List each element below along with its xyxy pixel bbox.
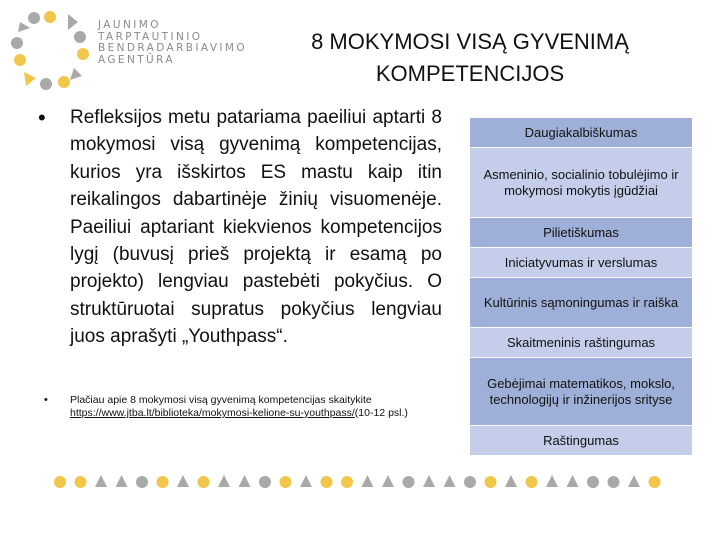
reference-note-text: Plačiau apie 8 mokymosi visą gyvenimą kompetencijas skaitykite xyxy=(70,394,372,406)
decor-dot xyxy=(649,476,661,488)
decor-triangle xyxy=(116,475,128,487)
decor-triangle xyxy=(505,475,517,487)
competency-item xyxy=(470,358,692,426)
competency-list xyxy=(470,118,692,456)
decor-triangle xyxy=(300,475,312,487)
decor-triangle xyxy=(218,475,230,487)
decor-triangle xyxy=(628,475,640,487)
competency-label: Asmeninio, socialinio tobulėjimo ir mokymosi mokytis įgūdžiai xyxy=(483,166,679,198)
slide-title-line2: KOMPETENCIJOS xyxy=(375,61,565,86)
decor-dot xyxy=(403,476,415,488)
decor-triangle xyxy=(423,475,435,487)
bullet-marker: • xyxy=(44,394,48,406)
logo-mark-icon xyxy=(11,11,89,90)
decor-dot xyxy=(321,476,333,488)
competency-item xyxy=(470,328,692,358)
agency-name-line: JAUNIMO xyxy=(98,19,161,31)
competency-item xyxy=(470,218,692,248)
competency-item xyxy=(470,118,692,148)
decor-triangle xyxy=(95,475,107,487)
reference-note xyxy=(44,394,440,420)
competency-item xyxy=(470,278,692,328)
decor-triangle xyxy=(239,475,251,487)
decor-dot xyxy=(198,476,210,488)
decor-dot xyxy=(259,476,271,488)
main-bullet xyxy=(38,104,442,351)
agency-name-line: BENDRADARBIAVIMO xyxy=(98,42,248,54)
slide-title xyxy=(250,26,690,90)
decor-dot xyxy=(587,476,599,488)
decor-dot xyxy=(280,476,292,488)
decor-dot xyxy=(485,476,497,488)
competency-label: Skaitmeninis raštingumas xyxy=(506,334,656,350)
decor-dot xyxy=(54,476,66,488)
competency-label: Pilietiškumas xyxy=(543,224,619,240)
decor-triangle xyxy=(382,475,394,487)
agency-name-line: AGENTŪRA xyxy=(98,53,175,66)
decor-dot xyxy=(341,476,353,488)
decor-dot xyxy=(75,476,87,488)
decor-triangle xyxy=(362,475,374,487)
decor-dot xyxy=(608,476,620,488)
slide-title-line1: 8 MOKYMOSI VISĄ GYVENIMĄ xyxy=(311,29,629,54)
agency-logo xyxy=(8,8,92,92)
competency-item xyxy=(470,248,692,278)
decorative-pattern xyxy=(50,472,670,492)
reference-link[interactable]: https://www.jtba.lt/biblioteka/mokymosi-kelione-su-youthpass/ xyxy=(70,407,355,419)
decor-triangle xyxy=(177,475,189,487)
competency-label: Daugiakalbiškumas xyxy=(524,124,638,140)
decor-triangle xyxy=(444,475,456,487)
main-bullet-text: Refleksijos metu patariama paeiliui aptarti 8 mokymosi visą gyvenimą kompetencijas, kurios yra išskirtos ES mastu kaip itin reikalingos dabartinėje žinių visuomenėje. Paeiliui aptariant kiekvienos kompetencijos lygį (buvusį prieš projektą ir esamą po projekto) lengviau pastebėti pokyčius. O struktūruotai supratus pokyčius lengviau juos aprašyti „Youthpass“. xyxy=(70,107,442,348)
bullet-marker: • xyxy=(38,105,46,130)
agency-name xyxy=(98,20,247,66)
decor-triangle xyxy=(546,475,558,487)
decor-dot xyxy=(157,476,169,488)
competency-label: Iniciatyvumas ir verslumas xyxy=(504,254,658,270)
decor-dot xyxy=(464,476,476,488)
reference-pages: (10-12 psl.) xyxy=(354,407,408,419)
agency-name-line: TARPTAUTINIO xyxy=(98,30,203,43)
competency-label: Kultūrinis sąmoningumas ir raiška xyxy=(483,294,679,310)
competency-item xyxy=(470,426,692,456)
competency-label: Raštingumas xyxy=(543,432,619,448)
decor-dot xyxy=(136,476,148,488)
competency-item xyxy=(470,148,692,218)
decor-triangle xyxy=(567,475,579,487)
decor-dot xyxy=(526,476,538,488)
competency-label: Gebėjimai matematikos, mokslo, technologijų ir inžinerijos srityse xyxy=(487,375,675,407)
